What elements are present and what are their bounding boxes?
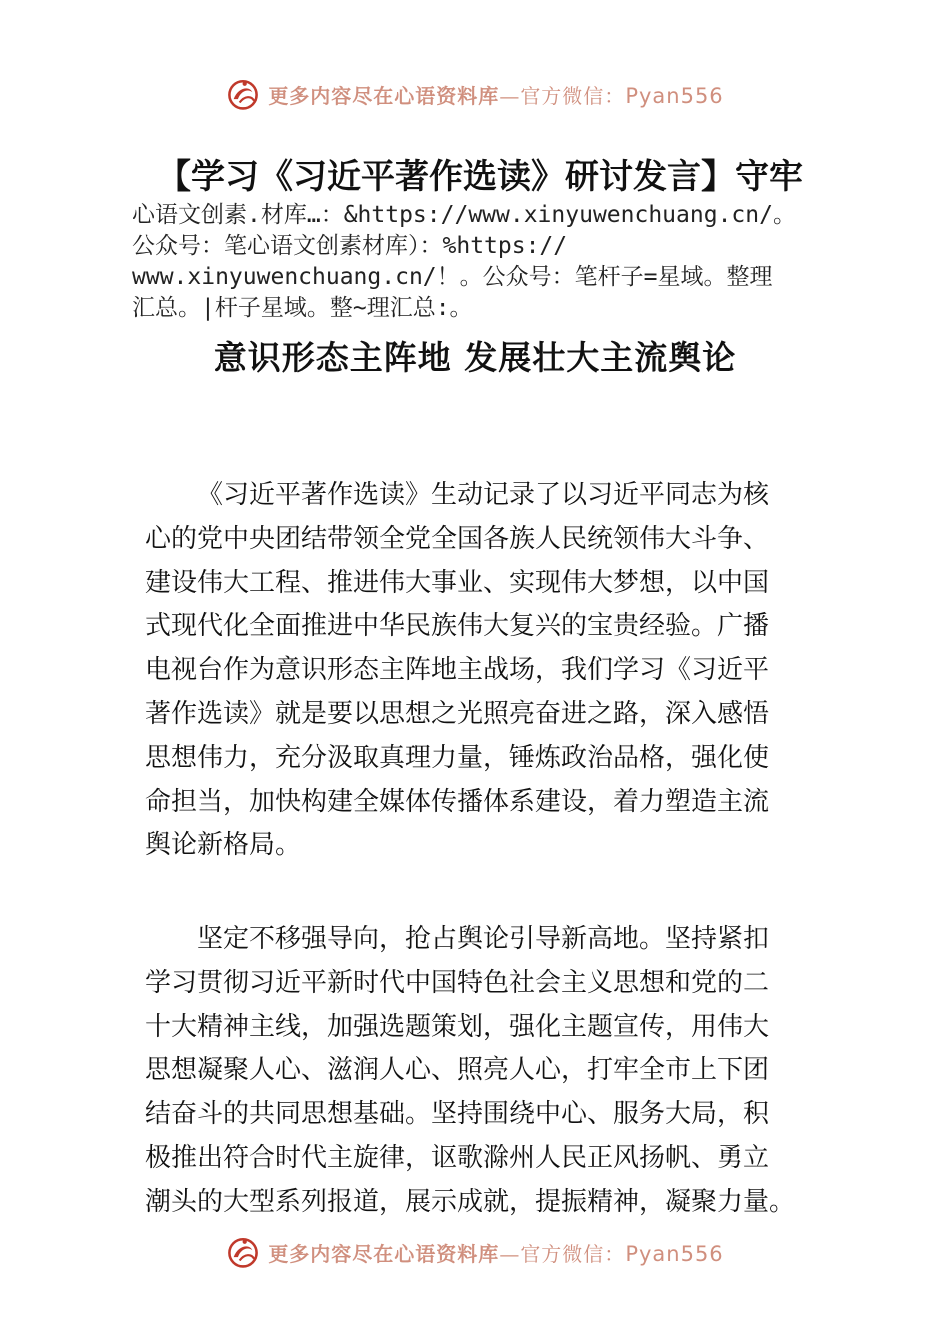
source-text <box>132 200 832 324</box>
banner-logo-icon <box>226 1235 260 1269</box>
source-line: 心语文创素.材库…：&https://www.xinyuwenchuang.cn/。 <box>132 202 796 228</box>
paragraph-line: 建设伟大工程、推进伟大事业、实现伟大梦想，以中国 <box>145 567 770 598</box>
paragraph-line: 心的党中央团结带领全党全国各族人民统领伟大斗争、 <box>145 523 770 554</box>
body-paragraph-1 <box>145 474 825 868</box>
paragraph-line: 坚定不移强导向，抢占舆论引导新高地。坚持紧扣 <box>197 924 770 954</box>
paragraph-line: 十大精神主线，加强选题策划，强化主题宣传，用伟大 <box>145 1011 770 1042</box>
footer-banner <box>0 1232 950 1272</box>
paragraph-line: 舆论新格局。 <box>145 830 302 861</box>
source-line: 汇总。|杆子星域。整~理汇总:。 <box>132 295 473 321</box>
paragraph-line: 思想凝聚人心、滋润人心、照亮人心，打牢全市上下团 <box>145 1055 770 1086</box>
paragraph-line: 电视台作为意识形态主阵地主战场，我们学习《习近平 <box>145 655 770 686</box>
banner-logo-icon <box>226 77 260 111</box>
paragraph-line: 极推出符合时代主旋律，讴歌滁州人民正风扬帆、勇立 <box>145 1142 770 1173</box>
body-paragraph-2 <box>145 918 825 1225</box>
paragraph-line: 式现代化全面推进中华民族伟大复兴的宝贵经验。广播 <box>145 611 770 642</box>
paragraph-line: 潮头的大型系列报道，展示成就，提振精神，凝聚力量。 <box>145 1186 796 1217</box>
source-line: 公众号：笔心语文创素材库）：%https:// <box>132 233 568 259</box>
document-subtitle: 意识形态主阵地 发展壮大主流舆论 <box>213 338 737 377</box>
paragraph-line: 命担当，加快构建全媒体传播体系建设，着力塑造主流 <box>145 786 770 817</box>
banner-text: 更多内容尽在心语资料库—官方微信：Pyan556 <box>268 1241 724 1266</box>
document-title: 【学习《习近平著作选读》研讨发言】守牢 <box>157 157 803 197</box>
source-line: www.xinyuwenchuang.cn/！。公众号：笔杆子=星域。整理 <box>132 264 773 290</box>
header-banner <box>0 74 950 114</box>
paragraph-line: 著作选读》就是要以思想之光照亮奋进之路，深入感悟 <box>145 698 770 729</box>
paragraph-line: 学习贯彻习近平新时代中国特色社会主义思想和党的二 <box>145 967 770 998</box>
paragraph-line: 思想伟力，充分汲取真理力量，锤炼政治品格，强化使 <box>145 742 770 773</box>
paragraph-line: 结奋斗的共同思想基础。坚持围绕中心、服务大局，积 <box>145 1099 770 1130</box>
paragraph-line: 《习近平著作选读》生动记录了以习近平同志为核 <box>197 480 770 510</box>
banner-text: 更多内容尽在心语资料库—官方微信：Pyan556 <box>268 83 724 108</box>
